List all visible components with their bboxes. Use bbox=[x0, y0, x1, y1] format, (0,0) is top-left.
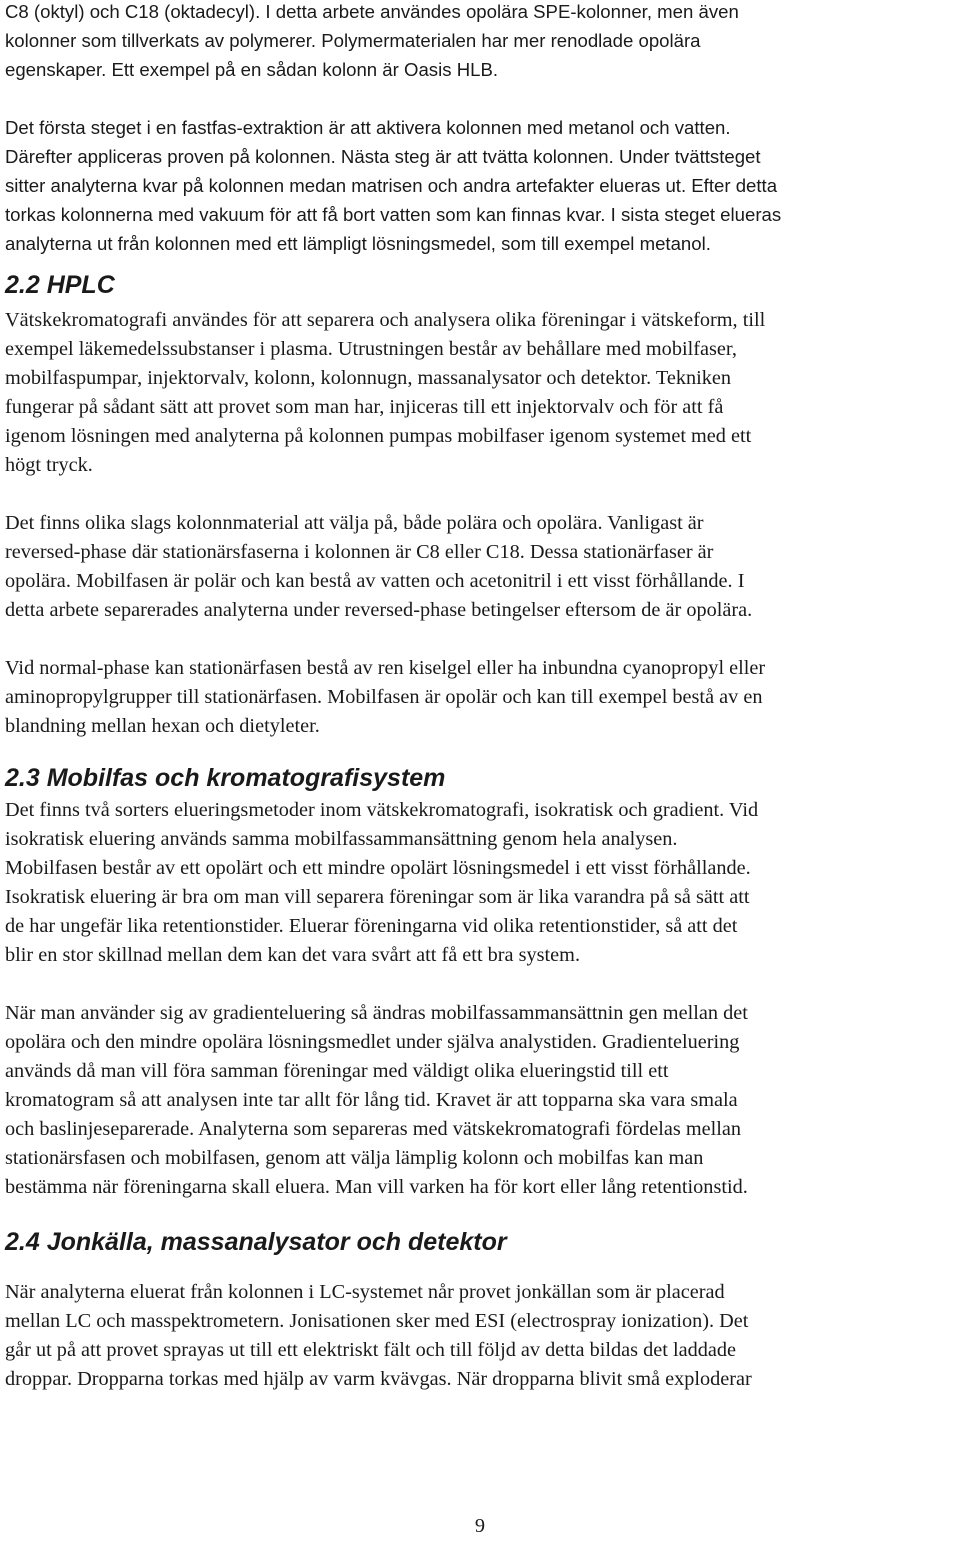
text-line: Därefter appliceras proven på kolonnen. Nästa steg är att tvätta kolonnen. Under tvättsteget bbox=[5, 146, 761, 167]
spe-intro-paragraph bbox=[5, 0, 957, 84]
text-line: opolära och den mindre opolära lösningsmedlet under själva analystiden. Gradienteluering bbox=[5, 1031, 740, 1053]
text-line: stationärsfasen och mobilfasen, genom att välja lämplig kolonn och mobilfas kan man bbox=[5, 1147, 704, 1169]
section-heading-jonkalla: 2.4 Jonkälla, massanalysator och detektor bbox=[5, 1228, 507, 1256]
mobilfas-paragraph-2 bbox=[5, 999, 957, 1202]
section-heading-mobilfas: 2.3 Mobilfas och kromatografisystem bbox=[5, 764, 446, 792]
hplc-paragraph-2 bbox=[5, 509, 957, 625]
hplc-paragraph-3 bbox=[5, 654, 957, 741]
text-line: sitter analyterna kvar på kolonnen medan matrisen och andra artefakter elueras ut. Efter detta bbox=[5, 175, 778, 196]
text-line: och baslinjeseparerade. Analyterna som separeras med vätskekromatografi fördelas mellan bbox=[5, 1118, 742, 1140]
text-line: Det finns olika slags kolonnmaterial att välja på, både polära och opolära. Vanligast är bbox=[5, 512, 704, 534]
text-line: isokratisk eluering används samma mobilfassammansättning genom hela analysen. bbox=[5, 828, 678, 850]
text-line: blir en stor skillnad mellan dem kan det vara svårt att få ett bra system. bbox=[5, 944, 581, 966]
text-line: kolonner som tillverkats av polymerer. Polymermaterialen har mer renodlade opolära bbox=[5, 30, 701, 51]
text-line: Det finns två sorters elueringsmetoder inom vätskekromatografi, isokratisk och gradient. Vid bbox=[5, 799, 759, 821]
text-line: mobilfaspumpar, injektorvalv, kolonn, kolonnugn, massanalysator och detektor. Tekniken bbox=[5, 367, 732, 389]
text-line: Isokratisk eluering är bra om man vill separera föreningar som är lika varandra på så sätt att bbox=[5, 886, 750, 908]
text-line: Det första steget i en fastfas-extraktion är att aktivera kolonnen med metanol och vatten. bbox=[5, 117, 731, 138]
text-line: reversed-phase där stationärsfaserna i kolonnen är C8 eller C18. Dessa stationärfaser är bbox=[5, 541, 714, 563]
text-line: mellan LC och masspektrometern. Jonisationen sker med ESI (electrospray ionization). Det bbox=[5, 1310, 749, 1332]
section-heading-hplc: 2.2 HPLC bbox=[5, 271, 115, 299]
hplc-paragraph-1 bbox=[5, 306, 957, 480]
text-line: egenskaper. Ett exempel på en sådan kolonn är Oasis HLB. bbox=[5, 59, 499, 80]
text-line: kromatogram så att analysen inte tar allt för lång tid. Kravet är att topparna ska vara smala bbox=[5, 1089, 738, 1111]
page-number: 9 bbox=[474, 1515, 486, 1537]
text-line: används då man vill föra samman föreningar med väldigt olika elueringstid till ett bbox=[5, 1060, 669, 1082]
text-line: igenom lösningen med analyterna på kolonnen pumpas mobilfaser igenom systemet med ett bbox=[5, 425, 752, 447]
text-line: Vätskekromatografi användes för att separera och analysera olika föreningar i vätskeform, till bbox=[5, 309, 766, 331]
text-line: exempel läkemedelssubstanser i plasma. Utrustningen består av behållare med mobilfaser, bbox=[5, 338, 737, 360]
text-line: opolära. Mobilfasen är polär och kan bestå av vatten och acetonitril i ett visst förhållande. I bbox=[5, 570, 745, 592]
text-line: Vid normal-phase kan stationärfasen bestå av ren kiselgel eller ha inbundna cyanopropyl eller bbox=[5, 657, 766, 679]
text-line: När man använder sig av gradienteluering så ändras mobilfassammansättnin gen mellan det bbox=[5, 1002, 748, 1024]
text-line: går ut på att provet sprayas ut till ett elektriskt fält och till följd av detta bildas det laddade bbox=[5, 1339, 737, 1361]
text-line: När analyterna eluerat från kolonnen i LC-systemet når provet jonkällan som är placerad bbox=[5, 1281, 725, 1303]
text-line: bestämma när föreningarna skall eluera. Man vill varken ha för kort eller lång retentionstid. bbox=[5, 1176, 748, 1198]
text-line: analyterna ut från kolonnen med ett lämpligt lösningsmedel, som till exempel metanol. bbox=[5, 233, 711, 254]
document-page bbox=[5, 0, 957, 1394]
spe-procedure-paragraph bbox=[5, 113, 957, 258]
text-line: detta arbete separerades analyterna under reversed-phase betingelser eftersom de är opolära. bbox=[5, 599, 753, 621]
mobilfas-paragraph-1 bbox=[5, 796, 957, 970]
text-line: högt tryck. bbox=[5, 454, 93, 476]
text-line: de har ungefär lika retentionstider. Eluerar föreningarna vid olika retentionstider, så att det bbox=[5, 915, 738, 937]
text-line: blandning mellan hexan och dietyleter. bbox=[5, 715, 320, 737]
jonkalla-paragraph-1 bbox=[5, 1278, 957, 1394]
text-line: torkas kolonnerna med vakuum för att få bort vatten som kan finnas kvar. I sista steget elueras bbox=[5, 204, 782, 225]
text-line: droppar. Dropparna torkas med hjälp av varm kvävgas. När dropparna blivit små exploderar bbox=[5, 1368, 752, 1390]
text-line: Mobilfasen består av ett opolärt och ett mindre opolärt lösningsmedel i ett visst förhållande. bbox=[5, 857, 751, 879]
text-line: aminopropylgrupper till stationärfasen. Mobilfasen är opolär och kan till exempel bestå av en bbox=[5, 686, 763, 708]
text-line: C8 (oktyl) och C18 (oktadecyl). I detta arbete användes opolära SPE-kolonner, men även bbox=[5, 1, 739, 22]
text-line: fungerar på sådant sätt att provet som man har, injiceras till ett injektorvalv och för att få bbox=[5, 396, 724, 418]
